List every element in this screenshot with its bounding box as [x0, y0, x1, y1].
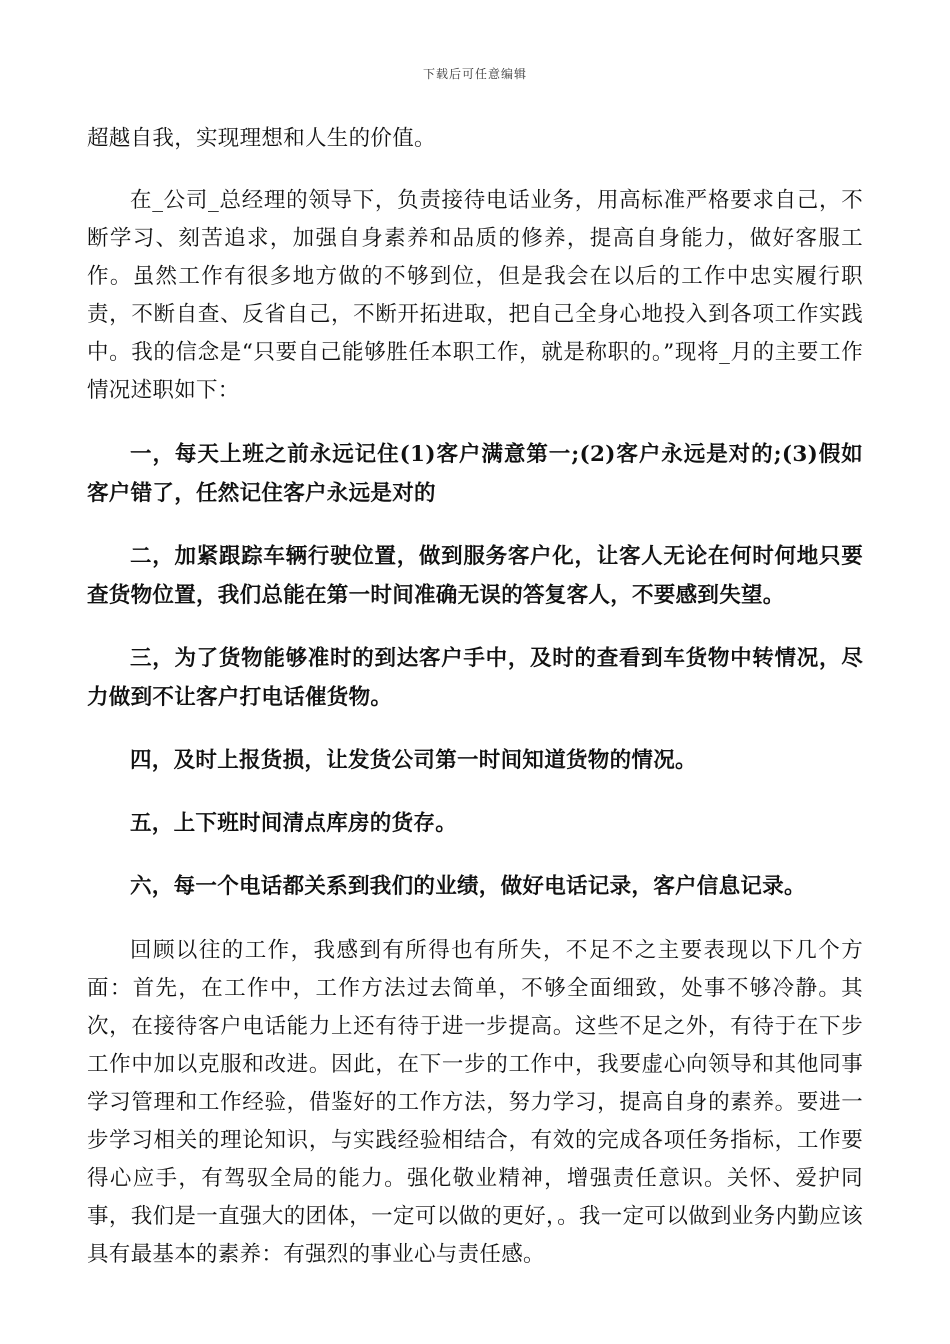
list-item-3: 三，为了货物能够准时的到达客户手中，及时的查看到车货物中转情况，尽力做到不让客户打电话催货物。 — [87, 646, 863, 710]
paragraph-review: 回顾以往的工作，我感到有所得也有所失，不足不之主要表现以下几个方面：首先，在工作中，工作方法过去简单，不够全面细致，处事不够冷静。其次，在接待客户电话能力上还有待于进一步提高。这些不足之外，有待于在下步工作中加以克服和改进。因此，在下一步的工作中，我要虚心向领导和其他同事学习管理和工作经验，借鉴好的工作方法，努力学习，提高自身的素养。要进一步学习相关的理论知识，与实践经验相结合，有效的完成各项任务指标，工作要得心应手，有驾驭全局的能力。强化敬业精神，增强责任意识。关怀、爱护同事，我们是一直强大的团体，一定可以做的更好，。我一定可以做到业务内勤应该具有最基本的素养：有强烈的事业心与责任感。 — [87, 938, 863, 1267]
list-item-5: 五，上下班时间清点库房的货存。 — [130, 811, 458, 836]
list-item-2: 二，加紧跟踪车辆行驶位置，做到服务客户化，让客人无论在何时何地只要查货物位置，我们总能在第一时间准确无误的答复客人，不要感到失望。 — [87, 544, 863, 608]
page-header: 下载后可任意编辑 — [422, 67, 527, 81]
list-item-6: 六，每一个电话都关系到我们的业绩，做好电话记录，客户信息记录。 — [130, 874, 806, 899]
list-item-4: 四，及时上报货损，让发货公司第一时间知道货物的情况。 — [130, 748, 697, 773]
document-body — [87, 120, 863, 1274]
paragraph-intro-continuation: 超越自我，实现理想和人生的价值。 — [87, 126, 436, 151]
list-item-1: 一，每天上班之前永远记住(1)客户满意第一;(2)客户永远是对的;(3)假如客户错了，任然记住客户永远是对的 — [87, 442, 863, 506]
paragraph-work-overview: 在_公司_总经理的领导下，负责接待电话业务，用高标准严格要求自己，不断学习、刻苦追求，加强自身素养和品质的修养，提高自身能力，做好客服工作。虽然工作有很多地方做的不够到位，但是我会在以后的工作中忠实履行职责，不断自查、反省自己，不断开拓进取，把自己全身心地投入到各项工作实践中。我的信念是“只要自己能够胜任本职工作，就是称职的。”现将_月的主要工作情况述职如下： — [87, 188, 863, 403]
